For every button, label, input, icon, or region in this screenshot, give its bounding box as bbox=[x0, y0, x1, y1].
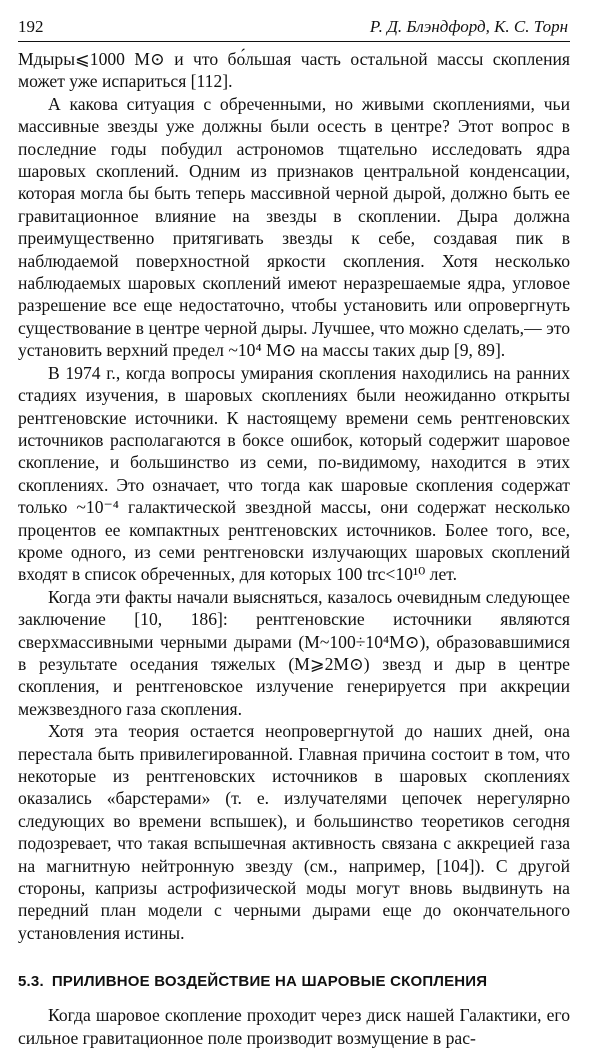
running-head bbox=[18, 16, 570, 42]
section-title-text: ПРИЛИВНОЕ ВОЗДЕЙСТВИЕ НА ШАРОВЫЕ СКОПЛЕНИЯ bbox=[51, 973, 488, 991]
paragraph: Когда шаровое скопление проходит через диск нашей Галактики, его сильное гравитационное поле производит возмущение в рас- bbox=[18, 1005, 570, 1048]
paragraph-continued: Mдыры⩽1000 M⊙ и что бо́льшая часть остальной массы скопления может уже испариться [112]. bbox=[18, 49, 570, 92]
paragraph: Когда эти факты начали выясняться, казалось очевидным следующее заключение [10, 186]: рентгеновские источники являются сверхмассивными черными дырами (M~100÷10⁴M⊙), образовавшимися в результате оседания тяжелых (M⩾2M⊙) звезд и дыр в центре скопления, и рентгеновское излучение генерируется при аккреции межзвездного газа скопления. bbox=[18, 586, 570, 719]
running-head-authors: Р. Д. Блэндфорд, К. С. Торн bbox=[369, 17, 568, 36]
page-number: 192 bbox=[18, 17, 44, 36]
section-number: 5.3. bbox=[18, 973, 44, 991]
section-heading bbox=[18, 972, 570, 992]
paragraph: Хотя эта теория остается неопровергнутой до наших дней, она перестала быть привилегированной. Главная причина состоит в том, что некоторые из рентгеновских источников в шаровых скоплениях оказались «барстерами» (т. е. излучателями цепочек нерегулярно следующих во времени вспышек), и большинство теоретиков сегодня подозревает, что такая вспышечная активность связана с аккрецией газа на магнитную нейтронную звезду (см., например, [104]). С другой стороны, капризы астрофизической моды могут вновь выдвинуть на передний план модели с черными дырами еще до окончательного установления истины. bbox=[18, 721, 570, 943]
paragraph: В 1974 г., когда вопросы умирания скопления находились на ранних стадиях изучения, в шаровых скоплениях были неожиданно открыты рентгеновские источники. К настоящему времени семь рентгеновских источников располагаются в боксе ошибок, который содержит шаровое скопление, и большинство из семи, по-видимому, находится в этих скоплениях. Это означает, что тогда как шаровые скопления содержат только ~10⁻⁴ галактической звездной массы, они содержат несколько процентов ее компактных рентгеновских источников. Более того, все, кроме одного, из семи рентгеновски излучающих шаровых скоплений входят в список обреченных, для которых 100 trc<10¹⁰ лет. bbox=[18, 362, 570, 585]
main-text bbox=[18, 48, 570, 1049]
paragraph: А какова ситуация с обреченными, но живыми скоплениями, чьи массивные звезды уже должны были осесть в центре? Этот вопрос в последние годы побудил астрономов тщательно исследовать ядра шаровых скоплений. Одним из признаков центральной конденсации, которая могла бы быть теперь массивной черной дырой, должно быть ее гравитационное влияние на звезды в скоплении. Дыра должна преимущественно притягивать звезды к себе, создавая пик в наблюдаемой поверхностной яркости скопления. Хотя несколько наблюдаемых шаровых скоплений имеют неразрешаемые ядра, угловое разрешение все еще недостаточно, чтобы установить или опровергнуть существование в центре черной дыры. Лучшее, что можно сделать,— это установить верхний предел ~10⁴ M⊙ на массы таких дыр [9, 89]. bbox=[18, 93, 570, 361]
